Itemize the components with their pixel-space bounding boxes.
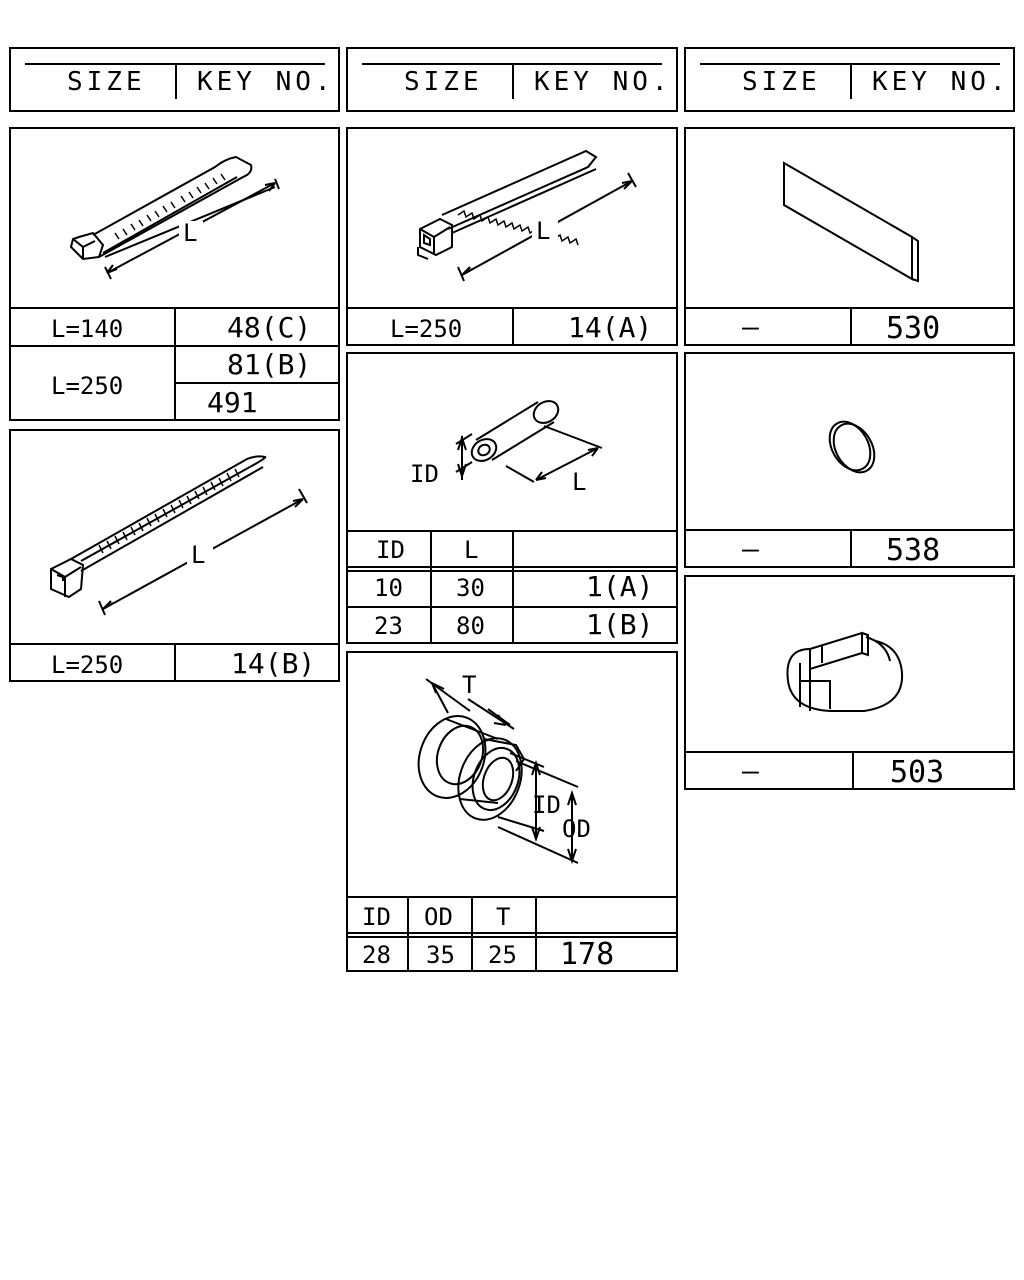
od-cell: 35	[426, 941, 455, 969]
id-dim-label: ID	[410, 460, 439, 488]
id-cell: 23	[374, 612, 403, 640]
header-col3	[684, 47, 1015, 112]
block-panel	[684, 575, 1015, 790]
mid-cable-tie-panel	[346, 127, 678, 346]
size-cell: L=250	[51, 651, 124, 679]
length-dim-label: L	[536, 217, 551, 245]
small-cable-tie-panel	[9, 127, 340, 421]
size-cell: L=140	[51, 315, 124, 343]
tube-panel	[346, 352, 678, 644]
disc-panel	[684, 352, 1015, 568]
grommet-panel	[346, 651, 678, 972]
length-dim-label: L	[191, 541, 206, 569]
size-cell: —	[742, 532, 759, 565]
column-header: ID	[376, 536, 405, 564]
large-cable-tie-panel	[9, 429, 340, 682]
header-size-label: SIZE	[67, 67, 146, 97]
length-cell: 30	[456, 574, 485, 602]
thickness-cell: 25	[488, 941, 517, 969]
id-cell: 10	[374, 574, 403, 602]
key-cell: 178	[560, 937, 615, 972]
size-cell: L=250	[51, 372, 124, 400]
key-cell: 530	[886, 311, 941, 346]
header-size-label: SIZE	[404, 67, 483, 97]
header-key-label: KEY NO.	[872, 67, 1010, 97]
id-dim-label: ID	[532, 791, 561, 819]
grommet-drawing	[348, 653, 676, 970]
thickness-dim-label: T	[462, 671, 477, 699]
size-cell: —	[742, 310, 759, 343]
od-dim-label: OD	[562, 815, 591, 843]
size-cell: —	[742, 754, 759, 787]
header-col2	[346, 47, 678, 112]
key-cell: 503	[890, 755, 945, 790]
key-cell: 81(B)	[227, 348, 312, 381]
header-size-label: SIZE	[742, 67, 821, 97]
column-header: L	[464, 536, 479, 564]
key-cell: 1(B)	[586, 608, 654, 641]
column-header: T	[496, 903, 511, 931]
header-key-label: KEY NO.	[197, 67, 335, 97]
key-cell: 1(A)	[586, 570, 654, 603]
length-dim-label: L	[572, 468, 587, 496]
header-col1	[9, 47, 340, 112]
column-header: OD	[424, 903, 453, 931]
sheet-panel	[684, 127, 1015, 346]
key-cell: 14(A)	[568, 311, 653, 344]
block-drawing	[686, 577, 1013, 788]
length-dim-label: L	[183, 219, 198, 247]
key-cell: 491	[207, 386, 258, 419]
length-cell: 80	[456, 612, 485, 640]
key-cell: 538	[886, 533, 941, 568]
key-cell: 48(C)	[227, 311, 312, 344]
size-cell: L=250	[390, 315, 463, 343]
header-key-label: KEY NO.	[534, 67, 672, 97]
id-cell: 28	[362, 941, 391, 969]
key-cell: 14(B)	[231, 647, 316, 680]
column-header: ID	[362, 903, 391, 931]
